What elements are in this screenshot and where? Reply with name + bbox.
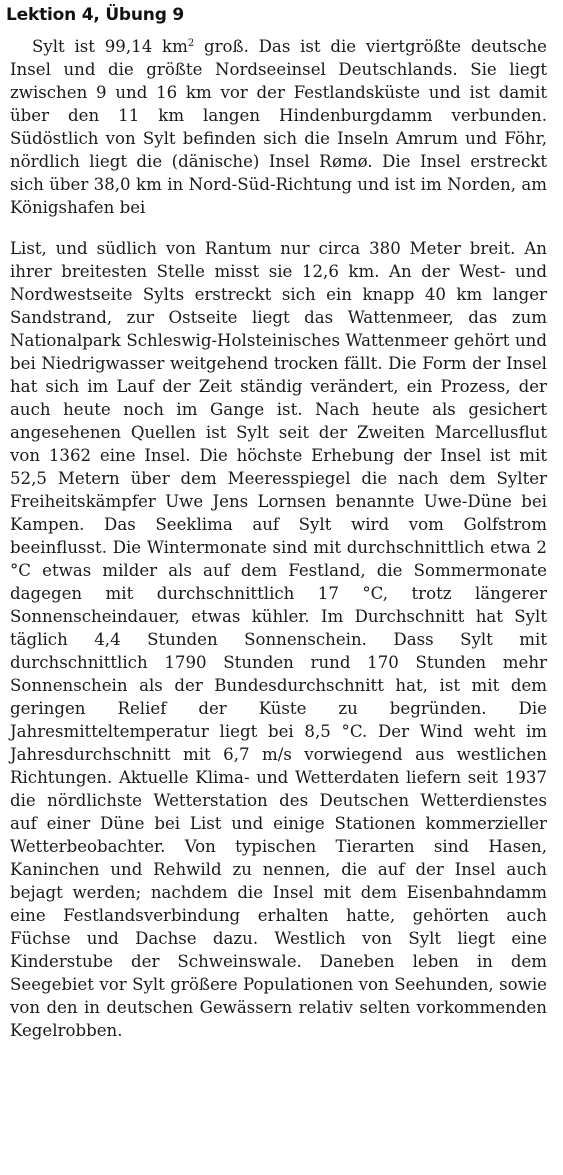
article-paragraph-main bbox=[10, 237, 547, 1042]
paragraph-text bbox=[10, 35, 547, 219]
intro-continuation: groß. Das ist die viertgrößte deutsche Insel und die größte Nordseeinsel Deutschlands. Sie liegt zwischen 9 und 16 km vor der Festlandsküste und ist damit über den 11 km langen Hindenburgdamm verbunden. Südöstlich von Sylt befinden sich die Inseln Amrum und Föhr, nördlich liegt die (dänische) Insel Rømø. Die Insel erstreckt sich über 38,0 km in Nord-Süd-Richtung und ist im Norden, am Königshafen bei bbox=[10, 37, 547, 217]
lesson-title: Lektion 4, Übung 9 bbox=[6, 5, 185, 25]
superscript-two: 2 bbox=[187, 38, 195, 49]
article-paragraph-intro bbox=[10, 35, 547, 219]
area-text: Sylt ist 99,14 km bbox=[32, 37, 188, 56]
paragraph-text: List, und südlich von Rantum nur circa 380 Meter breit. An ihrer breitesten Stelle misst sie 12,6 km. An der West- und Nordwestseite Sylts erstreckt sich ein knapp 40 km langer Sandstrand, zur Ostseite liegt das Wattenmeer, das zum Nationalpark Schleswig-Holsteinisches Wattenmeer gehört und bei Niedrigwasser weitgehend trocken fällt. Die Form der Insel hat sich im Lauf der Zeit ständig verändert, ein Prozess, der auch heute noch im Gange ist. Nach heute als gesichert angesehenen Quellen ist Sylt seit der Zweiten Marcellusflut von 1362 eine Insel. Die höchste Erhebung der Insel ist mit 52,5 Metern über dem Meeresspiegel die nach dem Sylter Freiheitskämpfer Uwe Jens Lornsen benannte Uwe-Düne bei Kampen. Das Seeklima auf Sylt wird vom Golfstrom beeinflusst. Die Wintermonate sind mit durchschnittlich etwa 2 °C etwas milder als auf dem Festland, die Sommermonate dagegen mit durchschnittlich 17 °C, trotz längerer Sonnenscheindauer, etwas kühler. Im Durchschnitt hat Sylt täglich 4,4 Stunden Sonnenschein. Dass Sylt mit durchschnittlich 1790 Stunden rund 170 Stunden mehr Sonnenschein als der Bundesdurchschnitt hat, ist mit dem geringen Relief der Küste zu begründen. Die Jahresmitteltemperatur liegt bei 8,5 °C. Der Wind weht im Jahresdurchschnitt mit 6,7 m/s vorwiegend aus westlichen Richtungen. Aktuelle Klima- und Wetterdaten liefern seit 1937 die nördlichste Wetterstation des Deutschen Wetterdienstes auf einer Düne bei List und einige Stationen kommerzieller Wetterbeobachter. Von typischen Tierarten sind Hasen, Kaninchen und Rehwild zu nennen, die auf der Insel auch bejagt werden; nachdem die Insel mit dem Eisenbahndamm eine Festlandsverbindung erhalten hatte, gehörten auch Füchse und Dachse dazu. Westlich von Sylt liegt eine Kinderstube der Schweinswale. Daneben leben in dem Seegebiet vor Sylt größere Populationen von Seehunden, sowie von den in deutschen Gewässern relativ selten vorkommenden Kegelrobben. bbox=[10, 239, 547, 1040]
